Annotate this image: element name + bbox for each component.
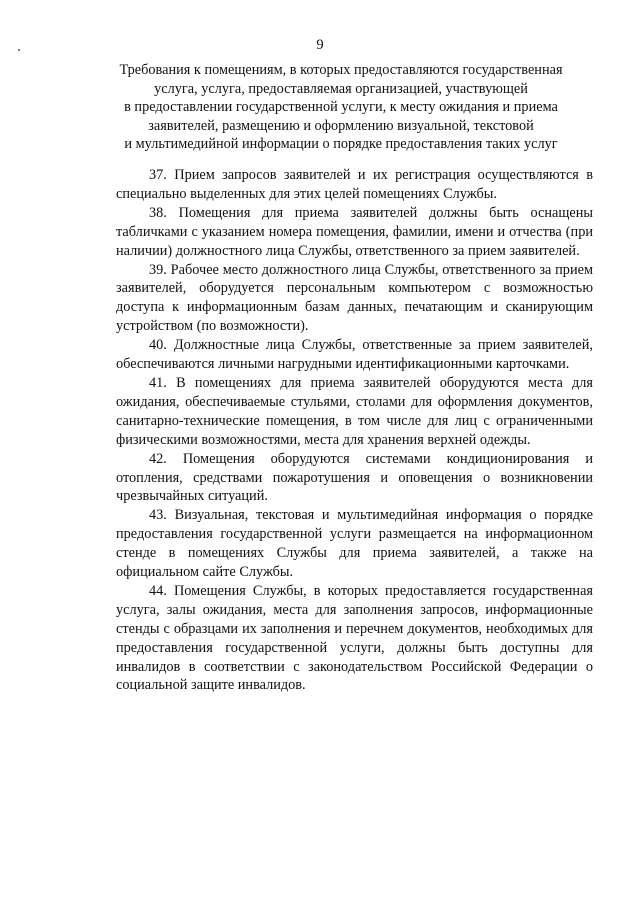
heading-line: услуга, услуга, предоставляемая организацией, участвующей xyxy=(154,80,528,97)
paragraph-40: 40. Должностные лица Службы, ответственные за прием заявителей, обеспечиваются личными нагрудными идентификационными карточками. xyxy=(116,337,593,373)
page-number: 9 xyxy=(316,37,324,53)
document-body xyxy=(116,166,593,695)
paragraph-44: 44. Помещения Службы, в которых предоставляется государственная услуга, залы ожидания, места для заполнения запросов, информационные стенды с образцами их заполнения и перечнем документов, необходимых для предоставления государственной услуги, должны быть доступны для инвалидов в соответствии с законодательством Российской Федерации о социальной защите инвалидов. xyxy=(116,582,593,694)
heading-line: Требования к помещениям, в которых предоставляются государственная xyxy=(119,62,563,78)
paragraph-37: 37. Прием запросов заявителей и их регистрация осуществляются в специально выделенных для этих целей помещениях Службы. xyxy=(116,167,593,202)
heading-line: заявителей, размещению и оформлению визуальной, текстовой xyxy=(148,117,534,134)
paragraph-43: 43. Визуальная, текстовая и мультимедийная информация о порядке предоставления государственной услуги размещается на информационном стенде в помещениях Службы для приема заявителей, а также на официальном сайте Службы. xyxy=(116,507,593,581)
paragraph-42: 42. Помещения оборудуются системами кондиционирования и отопления, средствами пожаротушения и оповещения о возникновении чрезвычайных ситуаций. xyxy=(116,450,593,505)
heading-line: и мультимедийной информации о порядке предоставления таких услуг xyxy=(124,136,558,153)
heading-line: в предоставлении государственной услуги, к месту ожидания и приема xyxy=(124,99,558,116)
section-heading xyxy=(96,61,586,154)
paragraph-41: 41. В помещениях для приема заявителей оборудуются места для ожидания, обеспечиваемые стульями, столами для оформления документов, санитарно-технические помещения, в том числе для лиц с ограниченными физическими возможностями, места для хранения верхней одежды. xyxy=(116,374,593,448)
paragraph-39: 39. Рабочее место должностного лица Службы, ответственного за прием заявителей, оборудуется персональным компьютером с возможностью доступа к информационным базам данных, печатающим и сканирующим устройством (по возможности). xyxy=(116,261,593,335)
paragraph-38: 38. Помещения для приема заявителей должны быть оснащены табличками с указанием номера помещения, фамилии, имени и отчества (при наличии) должностного лица Службы, ответственного за прием заявителей. xyxy=(116,204,593,259)
